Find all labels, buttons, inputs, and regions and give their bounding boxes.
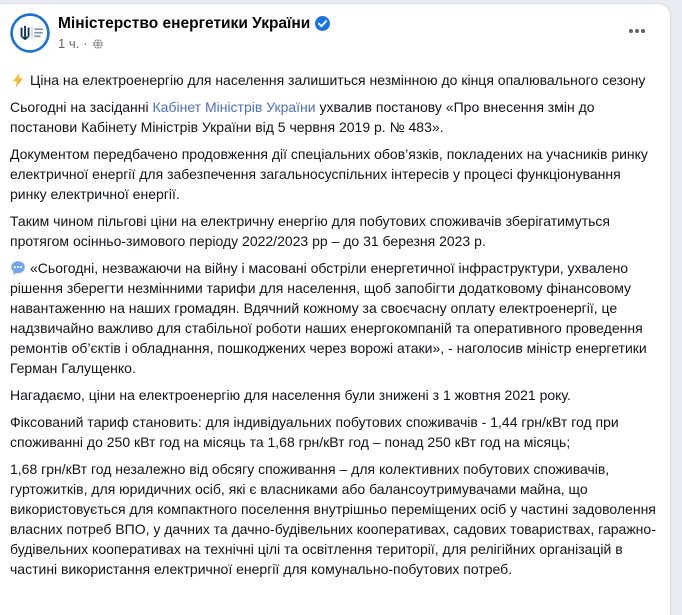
more-dot [635,29,639,33]
post-header [0,4,670,53]
post-text: ухвалив постанову «Про внесення змін до постанови Кабінету Міністрів України від 5 червня 2019 р. № 483». [10,99,599,135]
speech-balloon-emoji-icon [10,260,26,276]
post-card [0,4,670,615]
more-dot [641,29,645,33]
privacy-globe-icon [92,38,104,50]
post-text: Ціна на електроенергію для населення залишиться незмінною до кінця опалювального сезону [30,72,646,88]
post-body [0,53,670,579]
ministry-logo-icon [10,13,50,53]
post-timestamp[interactable]: 1 ч. [58,36,80,51]
post-paragraph-6: Нагадаємо, ціни на електроенергію для населення були знижені з 1 жовтня 2021 року. [10,387,571,403]
page-name-link[interactable]: Міністерство енергетики України [58,15,311,32]
post-paragraph-2 [10,97,657,137]
post-paragraph-7: Фіксований тариф становить: для індивідуальних побутових споживачів - 1,44 грн/кВт год при споживанні до 250 кВт год на місяць та 1,68 грн/кВт год – понад 250 кВт год на місяць; [10,414,623,450]
post-meta-row [58,37,330,51]
post-paragraph-5 [10,258,657,378]
post-paragraph-8: 1,68 грн/кВт год незалежно від обсягу споживання – для колективних побутових споживачів, гуртожитків, для юридичних осіб, які є власниками або балансоутримувачами майна, що використовується для компактного поселення внутрішньо переміщених осіб у частині задоволення власних потреб ВПО, у дачних та дачно-будівельних кооперативах, садових товариствах, гаражно-будівельних кооперативах на технічні цілі та освітлення території, для релігійних організацій в частині використання електричної енергії для комунально-побутових потреб. [10,461,660,577]
lightning-emoji-icon [10,72,26,88]
verified-badge-icon [315,16,330,31]
header-text-block [58,13,330,51]
post-text: Сьогодні на засіданні [10,99,153,115]
meta-separator: · [83,36,88,51]
cabinet-of-ministers-link[interactable]: Кабінет Міністрів України [152,99,316,115]
more-dot [629,29,633,33]
page-avatar[interactable] [10,13,50,53]
more-options-button[interactable] [620,18,654,44]
minister-quote-text: «Сьогодні, незважаючи на війну і масовані обстріли енергетичної інфраструктури, ухвалено рішення зберегти незмінними тарифи для населення, щоб запобігти додатковому фінансовому навантаженню на наших громадян. Вдячний кожному за своєчасну оплату електроенергії, це надзвичайно важливо для стабільної роботи наших енергокомпаній та оперативного проведення ремонтів об’єктів і обладнання, пошкоджених через ворожі атаки», - наголосив міністр енергетики Герман Галущенко. [10,260,651,376]
post-paragraph-1 [10,70,657,90]
post-paragraph-3: Документом передбачено продовження дії спеціальних обов’язків, покладених на учасників ринку електричної енергії для забезпечення загальносуспільних інтересів у процесі функціонування ринку електричної енергії. [10,146,652,202]
post-paragraph-4: Таким чином пільгові ціни на електричну енергію для побутових споживачів зберігатимуться протягом осінньо-зимового періоду 2022/2023 рр – до 31 березня 2023 р. [10,213,614,249]
